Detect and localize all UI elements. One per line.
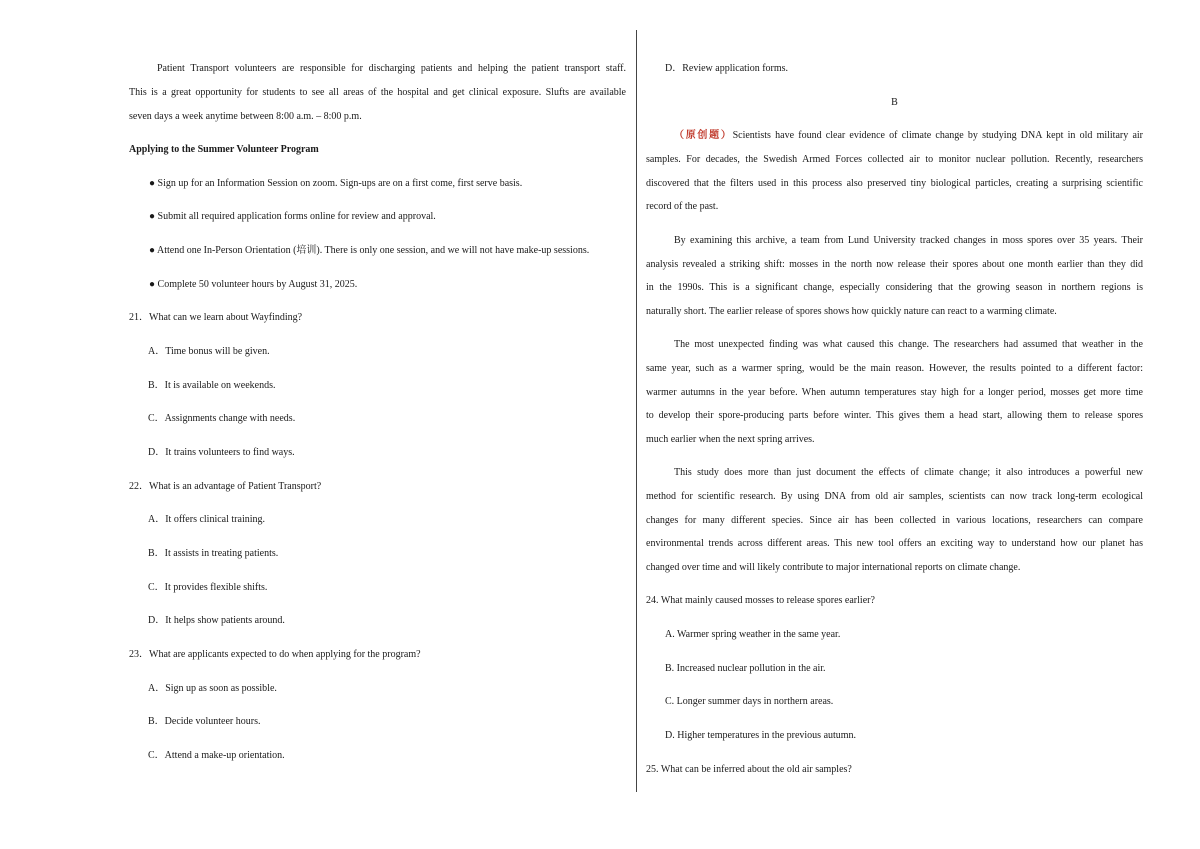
passage-line: analysis revealed a striking shift: mosses in the north now release their spores about one month earlier than they did <box>646 259 1143 270</box>
column-divider <box>636 30 637 792</box>
question-22-option: C．It provides flexible shifts. <box>148 582 268 593</box>
question-22-option: A．It offers clinical training. <box>148 514 266 525</box>
passage-line: much earlier when the next spring arrives. <box>646 434 815 445</box>
bullet-item: ● Complete 50 volunteer hours by August 31, 2025. <box>149 279 358 290</box>
passage-line: By examining this archive, a team from Lund University tracked changes in moss spores over 35 years. Their <box>674 235 1143 246</box>
question-23-option: B．Decide volunteer hours. <box>148 716 261 727</box>
patient-transport-line: seven days a week anytime between 8:00 a.m. – 8:00 p.m. <box>129 111 362 122</box>
question-24-option: D. Higher temperatures in the previous autumn. <box>665 730 857 741</box>
passage-line: environmental trends across different areas. This new tool offers an exciting way to understand how our planet has <box>646 538 1143 549</box>
question-22-option: D．It helps show patients around. <box>148 615 285 626</box>
question-24-option: C. Longer summer days in northern areas. <box>665 696 834 707</box>
original-question-tag: （原创题） <box>674 130 733 141</box>
question-24-stem: 24. What mainly caused mosses to release spores earlier? <box>646 595 875 606</box>
question-23-option: D．Review application forms. <box>665 63 789 74</box>
bullet-item: ● Submit all required application forms online for review and approval. <box>149 211 436 222</box>
question-24-option: B. Increased nuclear pollution in the air. <box>665 663 826 674</box>
patient-transport-line: This is a great opportunity for students to see all areas of the hospital and get clinical exposure. Slufts are available <box>129 87 626 98</box>
passage-line: method for scientific research. By using DNA from old air samples, scientists can now track long-term ecological <box>646 491 1143 502</box>
passage-line: same year, such as a warmer spring, would be the main reason. However, the results pointed to a different factor: <box>646 363 1143 374</box>
question-21-option: B．It is available on weekends. <box>148 380 276 391</box>
passage-line: to develop their spore-producing parts before winter. This gives them a head start, allowing them to release spores <box>646 410 1143 421</box>
question-22-stem: 22．What is an advantage of Patient Transport? <box>129 481 322 492</box>
section-heading: Applying to the Summer Volunteer Program <box>129 144 319 155</box>
question-22-option: B．It assists in treating patients. <box>148 548 279 559</box>
section-label: B <box>891 97 898 108</box>
question-21-option: C．Assignments change with needs. <box>148 413 296 424</box>
question-25-stem: 25. What can be inferred about the old air samples? <box>646 764 852 775</box>
question-23-stem: 23．What are applicants expected to do when applying for the program? <box>129 649 421 660</box>
passage-line: changed over time and will likely contribute to major international reports on climate change. <box>646 562 1021 573</box>
passage-line: record of the past. <box>646 201 719 212</box>
question-24-option: A. Warmer spring weather in the same year. <box>665 629 841 640</box>
question-23-option: C．Attend a make-up orientation. <box>148 750 285 761</box>
question-21-option: A．Time bonus will be given. <box>148 346 270 357</box>
question-21-option: D．It trains volunteers to find ways. <box>148 447 295 458</box>
passage-line: samples. For decades, the Swedish Armed Forces collected air to monitor nuclear pollution. Recently, researchers <box>646 154 1143 165</box>
question-23-option: A．Sign up as soon as possible. <box>148 683 277 694</box>
passage-line: naturally short. The earlier release of spores shows how quickly nature can react to a warming climate. <box>646 306 1057 317</box>
passage-line: changes for many different species. Since air has been collected in various locations, researchers can compare <box>646 515 1143 526</box>
question-21-stem: 21．What can we learn about Wayfinding? <box>129 312 303 323</box>
passage-line: This study does more than just document the effects of climate change; it also introduces a powerful new <box>674 467 1143 478</box>
bullet-item: ● Sign up for an Information Session on zoom. Sign-ups are on a first come, first serve basis. <box>149 178 523 189</box>
patient-transport-line: Patient Transport volunteers are responsible for discharging patients and helping the patient transport staff. <box>157 63 626 74</box>
passage-line: （原创题）Scientists have found clear evidence of climate change by studying DNA kept in old military air <box>674 130 1143 141</box>
passage-line: warmer autumns in the year before. When autumn temperatures stay high for a longer period, mosses get more time <box>646 387 1143 398</box>
passage-line: in the 1990s. This is a significant change, especially considering that the growing season in northern regions is <box>646 282 1143 293</box>
passage-line: discovered that the filters used in this process also preserved tiny biological particles, creating a surprising scientific <box>646 178 1143 189</box>
bullet-item: ● Attend one In-Person Orientation (培训). There is only one session, and we will not have make-up sessions. <box>149 245 590 256</box>
passage-line: The most unexpected finding was what caused this change. The researchers had assumed that weather in the <box>674 339 1143 350</box>
